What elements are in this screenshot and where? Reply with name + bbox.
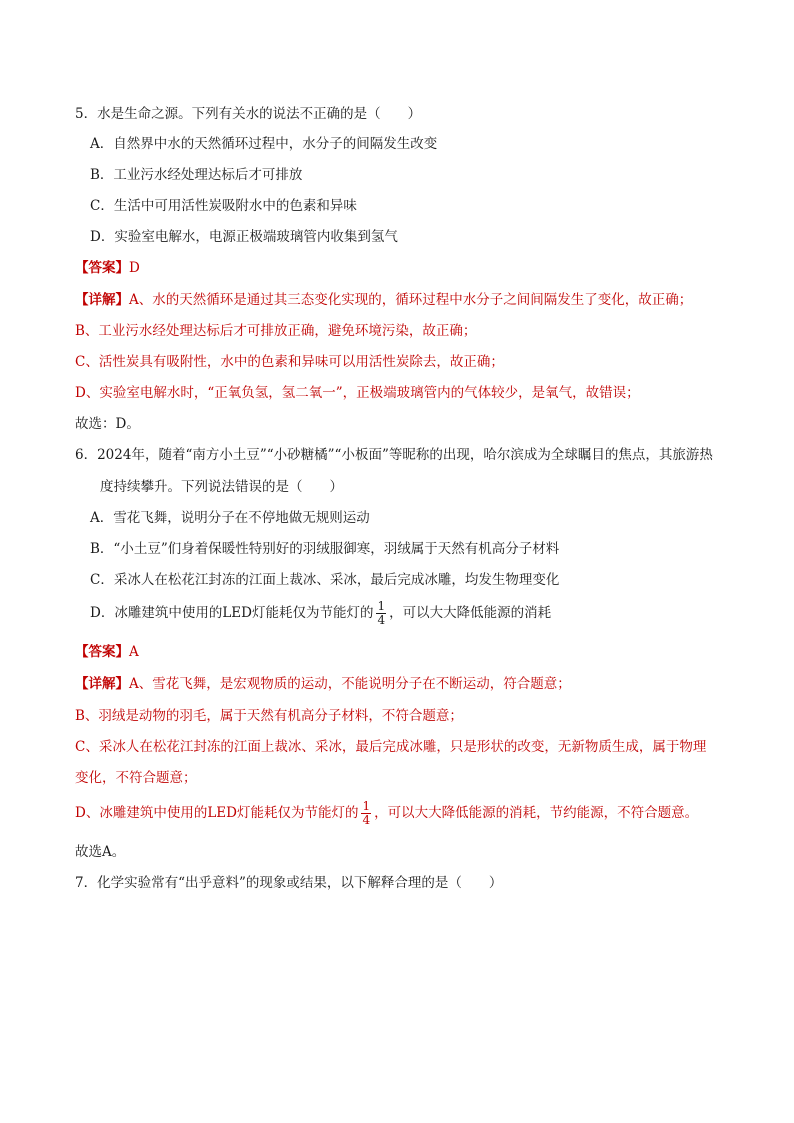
q6-option-a: A．雪花飞舞，说明分子在不停地做无规则运动	[90, 510, 370, 526]
fraction-denominator: 4	[377, 613, 386, 627]
q6-explain-d	[0, 800, 794, 827]
q6-stem-line2: 度持续攀升。下列说法错误的是（ ）	[100, 479, 343, 495]
option-d-text-pre: D．冰雕建筑中使用的LED灯能耗仅为节能灯的	[90, 605, 374, 621]
explain-d-text-pre: D、冰雕建筑中使用的LED灯能耗仅为节能灯的	[75, 805, 359, 821]
answer-tag: 【答案】	[75, 260, 129, 276]
q6-explain-a	[0, 674, 794, 694]
q6-select: 故选A。	[75, 844, 126, 860]
fraction	[376, 600, 386, 627]
q5-explain-d: D、实验室电解水时，“正氧负氢，氢二氧一”，正极端玻璃管内的气体较少，是氧气，故错误；	[75, 385, 640, 401]
answer-tag: 【答案】	[75, 644, 129, 660]
explain-text: A、雪花飞舞，是宏观物质的运动，不能说明分子在不断运动，符合题意；	[129, 676, 571, 692]
option-d-text-post: ，可以大大降低能源的消耗	[389, 605, 552, 621]
q5-option-b: B．工业污水经处理达标后才可排放	[90, 167, 303, 183]
fraction-numerator: 1	[362, 799, 371, 813]
q5-option-a: A．自然界中水的天然循环过程中，水分子的间隔发生改变	[90, 136, 438, 152]
explain-d-text-post: ，可以大大降低能源的消耗，节约能源，不符合题意。	[374, 805, 699, 821]
q6-answer	[0, 642, 794, 662]
q6-stem-line1: 6．2024年，随着“南方小土豆”“小砂糖橘”“小板面”等昵称的出现，哈尔滨成为全球瞩目的焦点，其旅游热	[75, 447, 713, 463]
answer-value: D	[129, 260, 140, 276]
explain-tag: 【详解】	[75, 292, 129, 308]
q7-stem: 7．化学实验常有“出乎意料”的现象或结果，以下解释合理的是（ ）	[75, 875, 503, 891]
q5-option-d: D．实验室电解水，电源正极端玻璃管内收集到氢气	[90, 229, 398, 245]
q6-explain-c-line1: C、采冰人在松花江封冻的江面上裁冰、采冰，最后完成冰雕，只是形状的改变，无新物质生成，属于物理	[75, 739, 707, 755]
q5-explain-c: C、活性炭具有吸附性，水中的色素和异味可以用活性炭除去，故正确；	[75, 354, 504, 370]
answer-value: A	[129, 644, 139, 660]
q6-option-b: B．“小土豆”们身着保暖性特别好的羽绒服御寒，羽绒属于天然有机高分子材料	[90, 541, 560, 557]
explain-text: A、水的天然循环是通过其三态变化实现的，循环过程中水分子之间间隔发生了变化，故正确；	[129, 292, 693, 308]
fraction	[361, 800, 371, 827]
q6-option-d	[0, 600, 794, 627]
explain-tag: 【详解】	[75, 676, 129, 692]
q6-option-c: C．采冰人在松花江封冻的江面上裁冰、采冰，最后完成冰雕，均发生物理变化	[90, 572, 560, 588]
q5-explain-b: B、工业污水经处理达标后才可排放正确，避免环境污染，故正确；	[75, 323, 477, 339]
q6-explain-c-line2: 变化，不符合题意；	[75, 770, 197, 786]
q6-explain-b: B、羽绒是动物的羽毛，属于天然有机高分子材料，不符合题意；	[75, 708, 463, 724]
q5-explain-a	[0, 290, 794, 310]
fraction-numerator: 1	[377, 599, 386, 613]
q5-select: 故选：D。	[75, 416, 140, 432]
q5-stem: 5．水是生命之源。下列有关水的说法不正确的是（ ）	[75, 106, 422, 122]
fraction-denominator: 4	[362, 813, 371, 827]
q5-answer	[0, 258, 794, 278]
q5-option-c: C．生活中可用活性炭吸附水中的色素和异味	[90, 198, 357, 214]
